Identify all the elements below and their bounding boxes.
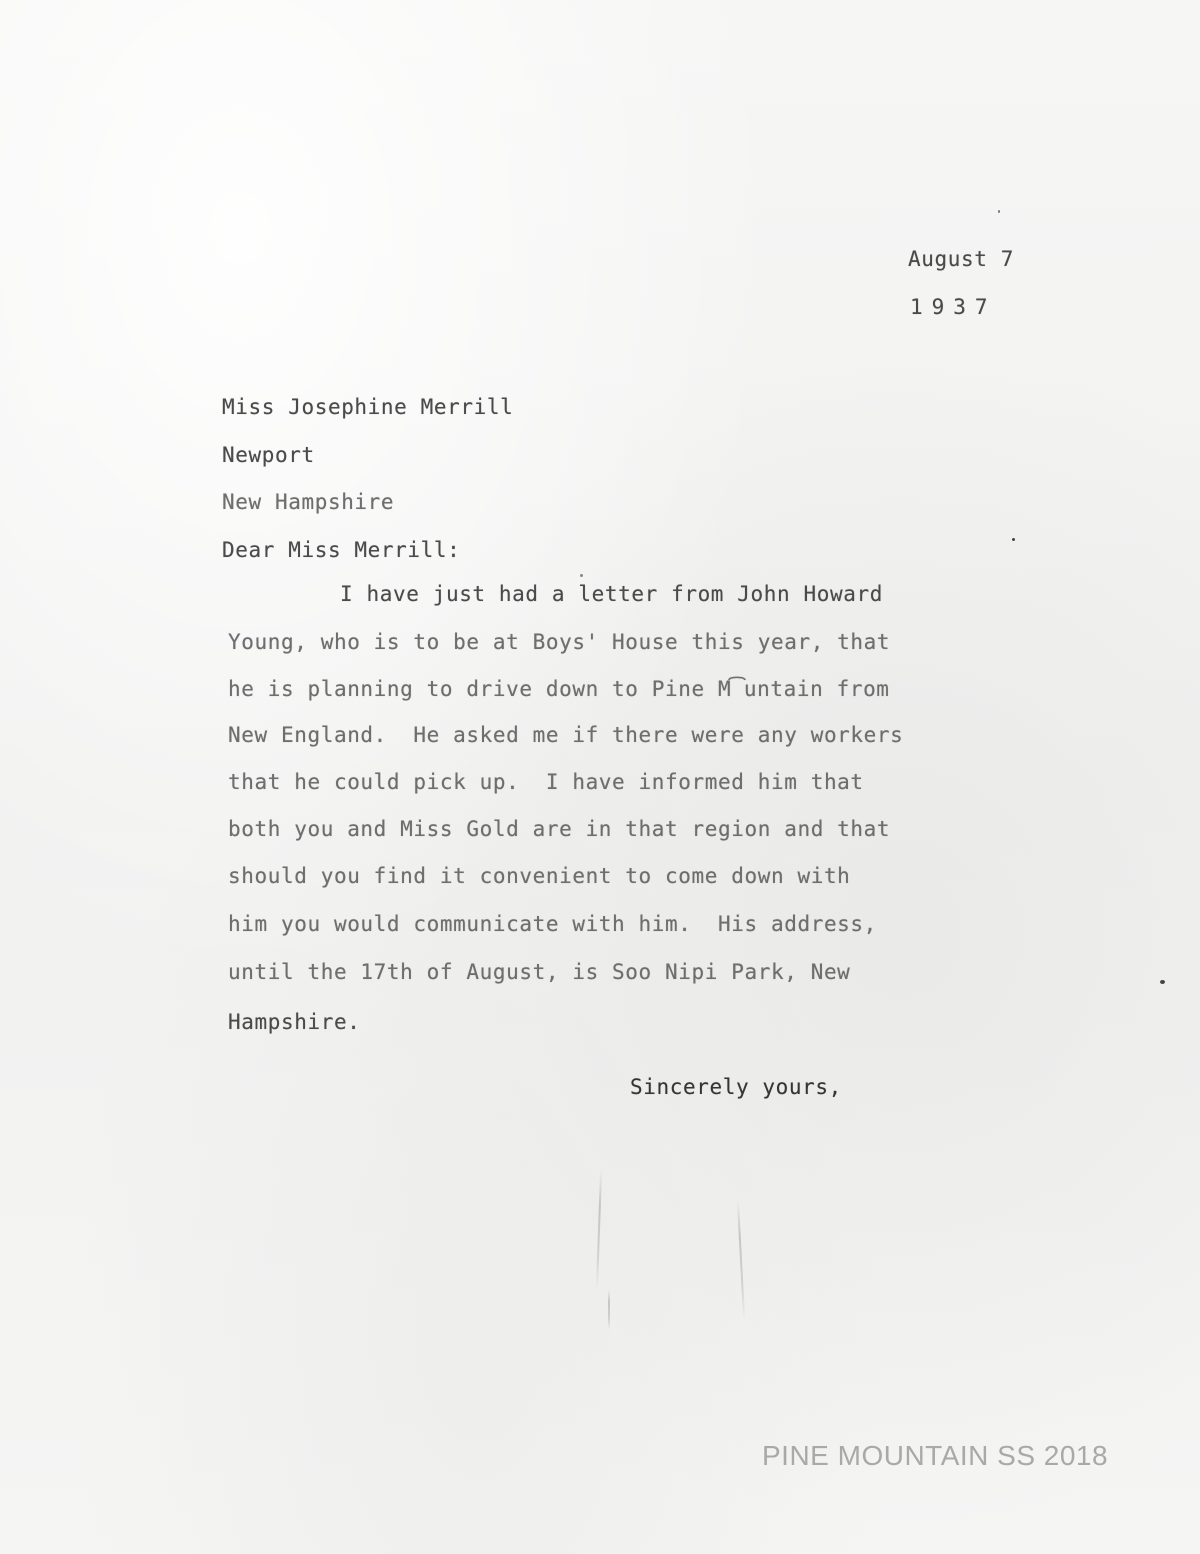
body-line-7: should you find it convenient to come down with bbox=[228, 864, 851, 888]
ink-speck bbox=[1012, 538, 1015, 541]
recipient-state: New Hampshire bbox=[222, 490, 395, 514]
salutation: Dear Miss Merrill: bbox=[222, 538, 461, 562]
body-line-4: New England. He asked me if there were any workers bbox=[228, 723, 904, 747]
body-line-3: he is planning to drive down to Pine M͡untain from bbox=[228, 677, 890, 701]
body-line-1: I have just had a letter from John Howard bbox=[340, 582, 883, 606]
paper-crease bbox=[608, 1290, 610, 1330]
body-line-5: that he could pick up. I have informed him that bbox=[228, 770, 864, 794]
body-line-8: him you would communicate with him. His address, bbox=[228, 912, 877, 936]
body-line-9: until the 17th of August, is Soo Nipi Park, New bbox=[228, 960, 851, 984]
body-line-2: Young, who is to be at Boys' House this year, that bbox=[228, 630, 891, 654]
archive-watermark: PINE MOUNTAIN SS 2018 bbox=[762, 1440, 1109, 1471]
letter-date: August 7 bbox=[908, 247, 1014, 271]
closing: Sincerely yours, bbox=[630, 1075, 842, 1099]
ink-speck bbox=[998, 210, 1000, 213]
recipient-name: Miss Josephine Merrill bbox=[222, 395, 514, 419]
letter-year: 1937 bbox=[910, 295, 997, 319]
paper-crease bbox=[596, 1170, 602, 1290]
body-line-10: Hampshire. bbox=[228, 1010, 361, 1034]
ink-speck bbox=[580, 574, 583, 577]
body-line-6: both you and Miss Gold are in that region and that bbox=[228, 817, 891, 841]
ink-speck bbox=[1160, 980, 1165, 984]
recipient-city: Newport bbox=[222, 443, 315, 467]
paper-crease bbox=[737, 1200, 745, 1320]
